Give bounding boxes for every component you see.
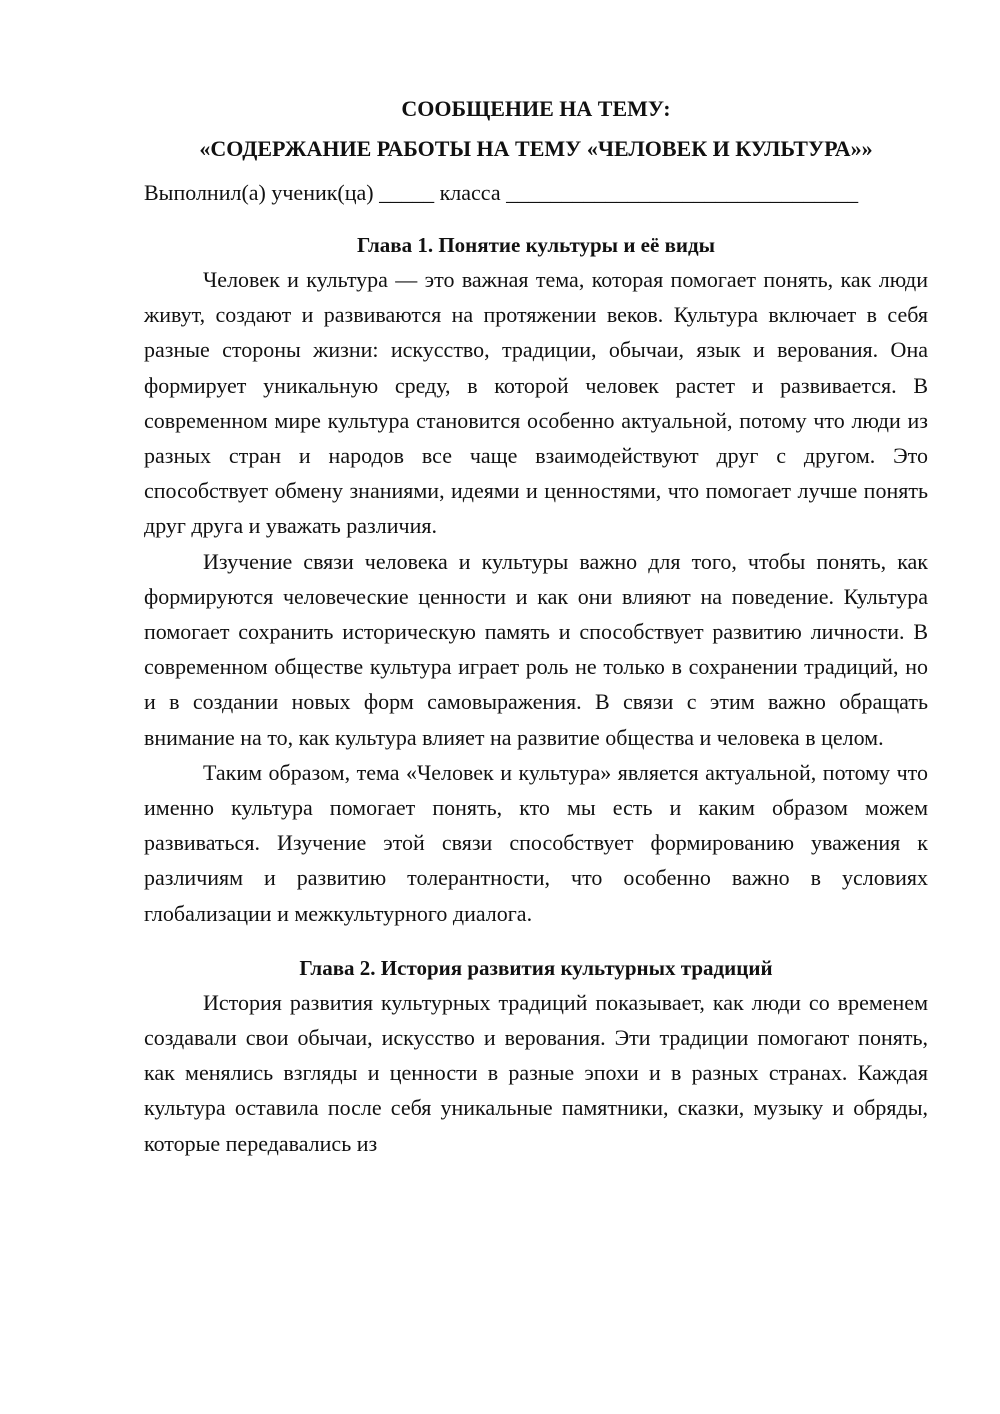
chapter-1-paragraph-1: Человек и культура — это важная тема, которая помогает понять, как люди живут, создают и развиваются на протяжении веков. Культура включает в себя разные стороны жизни: искусство, традиции, обычаи, язык и верования. Она формирует уникальную среду, в которой человек растет и развивается. В современном мире культура становится особенно актуальной, потому что люди из разных стран и народов все чаще взаимодействуют друг с другом. Это способствует обмену знаниями, идеями и ценностями, что помогает лучше понять друг друга и уважать различия. [144, 267, 928, 539]
document-page [144, 92, 928, 1161]
chapter-1-heading: Глава 1. Понятие культуры и её виды [356, 233, 716, 257]
performed-by-line: Выполнил(а) ученик(ца) _____ класса ________________________________ [144, 180, 859, 205]
chapter-1-paragraph-2: Изучение связи человека и культуры важно для того, чтобы понять, как формируются человеческие ценности и как они влияют на поведение. Культура помогает сохранить историческую память и способствует развитию личности. В современном обществе культура играет роль не только в сохранении традиций, но и в создании новых форм самовыражения. В связи с этим важно обращать внимание на то, как культура влияет на развитие общества и человека в целом. [144, 548, 928, 750]
document-subtitle: «СОДЕРЖАНИЕ РАБОТЫ НА ТЕМУ «ЧЕЛОВЕК И КУЛЬТУРА»» [199, 136, 873, 161]
chapter-2-paragraph-1: История развития культурных традиций показывает, как люди со временем создавали свои обычаи, искусство и верования. Эти традиции помогают понять, как менялись взгляды и ценности в разные эпохи и в разных странах. Каждая культура оставила после себя уникальные памятники, сказки, музыку и обряды, которые передавались из [144, 989, 928, 1156]
document-title: СООБЩЕНИЕ НА ТЕМУ: [401, 96, 671, 121]
chapter-1-paragraph-3: Таким образом, тема «Человек и культура» является актуальной, потому что именно культура помогает понять, кто мы есть и каким образом можем развиваться. Изучение этой связи способствует формированию уважения к различиям и развитию толерантности, что особенно важно в условиях глобализации и межкультурного диалога. [144, 759, 928, 926]
chapter-2-heading: Глава 2. История развития культурных традиций [299, 955, 773, 980]
